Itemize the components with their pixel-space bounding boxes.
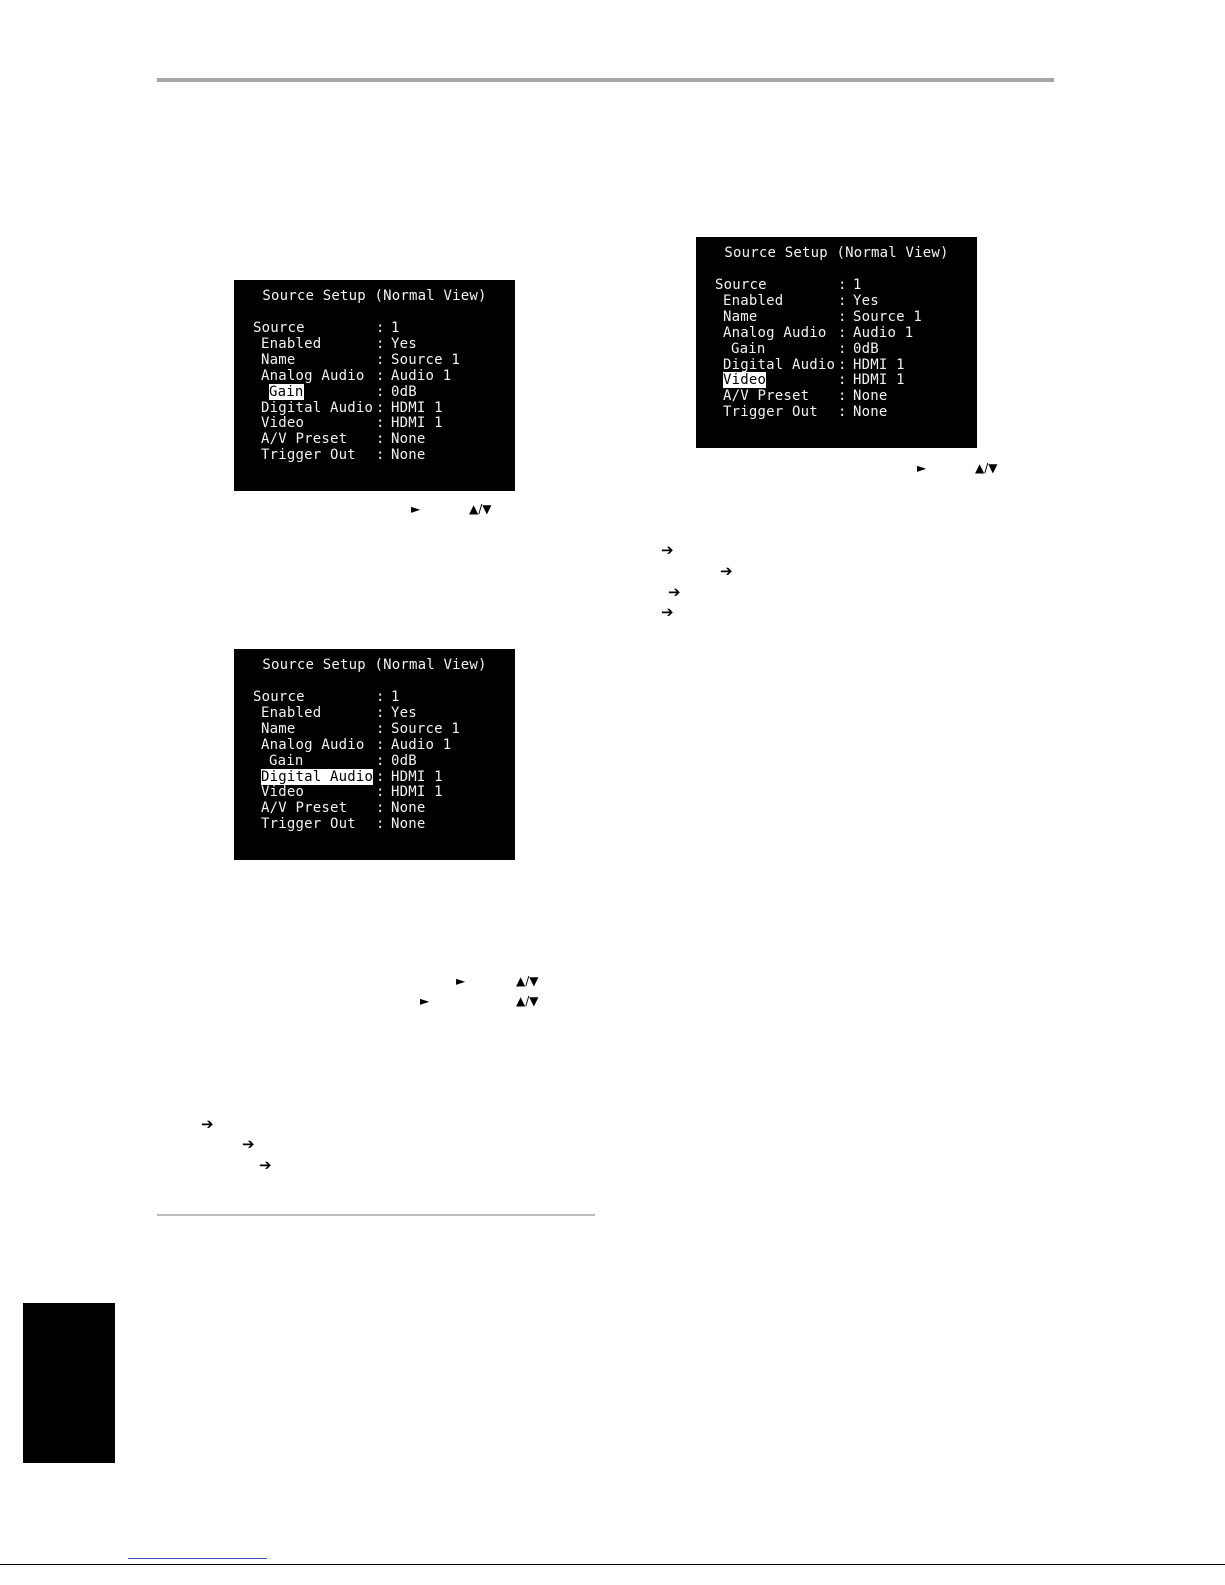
osd-row-colon: :	[838, 277, 847, 293]
osd-title: Source Setup (Normal View)	[262, 288, 487, 304]
arrow-right-icon: ➔	[242, 1135, 255, 1153]
arrow-right-icon: ➔	[720, 562, 733, 580]
osd-row-label: Source	[253, 320, 305, 336]
arrow-right-icon: ➔	[661, 603, 674, 621]
osd-row-label: Enabled	[261, 704, 322, 721]
osd-row-value: HDMI 1	[391, 784, 443, 801]
osd-row-label: Enabled	[261, 335, 322, 352]
osd-row-value: HDMI 1	[853, 356, 905, 373]
osd-row-label: A/V Preset	[723, 388, 810, 405]
osd-row-label: Video	[261, 415, 305, 432]
osd-row-value: HDMI 1	[391, 399, 443, 416]
osd-row-colon: :	[376, 399, 385, 416]
up-down-icon: ▲/▼	[975, 461, 998, 475]
osd-row-label: Digital Audio	[261, 768, 374, 785]
osd-row-label: Trigger Out	[261, 816, 356, 833]
osd-row-colon: :	[376, 367, 385, 384]
osd-row-colon: :	[376, 768, 385, 785]
osd-row-value: None	[391, 800, 426, 817]
osd-row-colon: :	[376, 736, 385, 753]
osd-row-label: A/V Preset	[261, 800, 348, 817]
osd-title: Source Setup (Normal View)	[262, 657, 487, 673]
osd-screen-gain	[234, 280, 515, 491]
right-triangle-icon: ►	[411, 502, 421, 516]
osd-row-value: Source 1	[391, 720, 461, 737]
osd-row-value: 1	[391, 320, 400, 336]
osd-row-value: HDMI 1	[391, 415, 443, 432]
osd-row-colon: :	[376, 447, 385, 464]
right-triangle-icon: ►	[420, 994, 430, 1008]
osd-row-label: Gain	[269, 752, 304, 769]
arrow-right-icon: ➔	[259, 1156, 272, 1174]
osd-row-value: None	[391, 431, 426, 448]
osd-row-label: Digital Audio	[261, 399, 374, 416]
osd-row-colon: :	[838, 356, 847, 373]
osd-row-value: 1	[391, 689, 400, 705]
osd-row-colon: :	[376, 816, 385, 833]
osd-row-colon: :	[376, 689, 385, 705]
arrow-right-icon: ➔	[201, 1115, 214, 1133]
osd-row-value: HDMI 1	[853, 372, 905, 389]
osd-row-label: Trigger Out	[723, 404, 818, 421]
osd-row-colon: :	[376, 704, 385, 721]
osd-row-label: Analog Audio	[723, 324, 827, 341]
osd-row-colon: :	[838, 324, 847, 341]
osd-row-colon: :	[376, 784, 385, 801]
osd-row-colon: :	[376, 383, 385, 400]
arrow-right-icon: ➔	[668, 583, 681, 601]
osd-row-colon: :	[838, 388, 847, 405]
osd-row-colon: :	[376, 335, 385, 352]
osd-row-label: Name	[261, 351, 296, 368]
osd-row-label: A/V Preset	[261, 431, 348, 448]
osd-row-label: Video	[261, 784, 305, 801]
osd-row-value: Source 1	[853, 308, 923, 325]
osd-row-label: Analog Audio	[261, 367, 365, 384]
osd-screen-video	[696, 237, 977, 448]
osd-row-value: 1	[853, 277, 862, 293]
osd-row-label: Source	[715, 277, 767, 293]
osd-row-value: None	[391, 447, 426, 464]
osd-row-value: None	[391, 816, 426, 833]
right-triangle-icon: ►	[456, 974, 466, 988]
osd-row-colon: :	[376, 431, 385, 448]
osd-row-value: 0dB	[391, 752, 417, 769]
osd-row-label: Analog Audio	[261, 736, 365, 753]
osd-row-colon: :	[376, 351, 385, 368]
osd-row-colon: :	[376, 415, 385, 432]
up-down-icon: ▲/▼	[516, 994, 539, 1008]
osd-row-value: HDMI 1	[391, 768, 443, 785]
bottom-rule	[0, 1564, 1225, 1565]
osd-row-value: Source 1	[391, 351, 461, 368]
osd-row-colon: :	[838, 340, 847, 357]
osd-row-label: Source	[253, 689, 305, 705]
osd-row-label: Name	[723, 308, 758, 325]
osd-row-value: 0dB	[853, 340, 879, 357]
osd-row-label: Gain	[731, 340, 766, 357]
osd-row-label: Digital Audio	[723, 356, 836, 373]
osd-row-colon: :	[838, 292, 847, 309]
right-triangle-icon: ►	[917, 461, 927, 475]
osd-row-value: Yes	[853, 292, 879, 309]
section-tab	[23, 1303, 115, 1463]
footer-link-underline	[128, 1558, 267, 1559]
osd-row-value: Audio 1	[853, 324, 914, 341]
osd-row-label: Trigger Out	[261, 447, 356, 464]
top-rule	[157, 78, 1054, 82]
osd-row-colon: :	[838, 372, 847, 389]
osd-row-value: 0dB	[391, 383, 417, 400]
osd-screen-digital-audio	[234, 649, 515, 860]
osd-row-label: Gain	[269, 383, 304, 400]
osd-row-colon: :	[838, 308, 847, 325]
osd-row-label: Name	[261, 720, 296, 737]
osd-row-value: Yes	[391, 335, 417, 352]
up-down-icon: ▲/▼	[469, 502, 492, 516]
osd-row-label: Video	[723, 372, 767, 389]
osd-row-value: None	[853, 388, 888, 405]
osd-title: Source Setup (Normal View)	[724, 245, 949, 261]
osd-row-colon: :	[376, 320, 385, 336]
osd-row-colon: :	[376, 752, 385, 769]
up-down-icon: ▲/▼	[516, 974, 539, 988]
osd-row-value: Audio 1	[391, 367, 452, 384]
arrow-right-icon: ➔	[661, 541, 674, 559]
section-rule	[157, 1214, 595, 1216]
osd-row-colon: :	[376, 800, 385, 817]
osd-row-colon: :	[838, 404, 847, 421]
osd-row-value: Audio 1	[391, 736, 452, 753]
osd-row-value: None	[853, 404, 888, 421]
osd-row-label: Enabled	[723, 292, 784, 309]
osd-row-value: Yes	[391, 704, 417, 721]
osd-row-colon: :	[376, 720, 385, 737]
